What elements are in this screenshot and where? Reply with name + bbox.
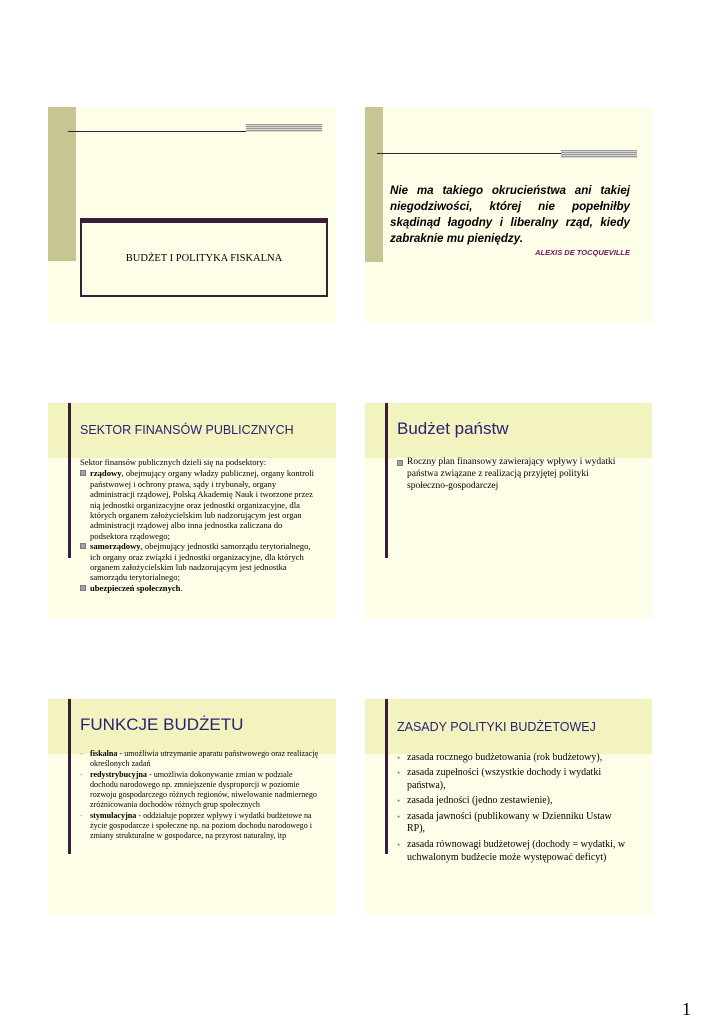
item-text: - umożliwia dokonywanie zmian w podziale dochodu narodowego np. zmniejszenie dysproporcji w poziomie rozwoju gospodarczego różnych regionów, niwelowanie nadmiernego zróżnicowania dochodów różnych grup społecznych — [90, 769, 317, 810]
slide-body — [80, 457, 322, 593]
bullet-list — [80, 468, 322, 593]
slide-accent-bar — [385, 699, 388, 854]
item-text: , obejmujący organy władzy publicznej, organy kontroli państwowej i ochrony prawa, sądy i trybunały, organy administracji rządowej, Polską Akademię Nauk i tworzone przez nią jednostki organizacyjne oraz jednostki organizacyjne, dla których organem założycielskim lub nadzorującym jest organ administracji rządowej albo inna jednostka zaliczana do podsektora rządowego; — [90, 468, 315, 541]
item-text: - oddziałuje poprzez wpływy i wydatki budżetowe na życie gospodarcze i społeczne np. na poziom dochodu narodowego i zmiany strukturalne w gospodarce, na przyrost naturalny, itp — [90, 810, 313, 841]
slide-funkcje — [48, 699, 336, 915]
square-bullet-icon — [80, 470, 86, 476]
list-item — [80, 770, 322, 811]
bullet-list — [397, 752, 630, 864]
list-item — [397, 811, 630, 837]
slide-accent-bar — [68, 403, 71, 558]
list-item — [80, 583, 322, 593]
intro-text: Sektor finansów publicznych dzieli się na podsektory: — [80, 457, 267, 467]
square-bullet-icon — [80, 543, 86, 549]
list-item — [80, 749, 322, 770]
list-item — [80, 541, 322, 583]
square-bullet-icon — [80, 585, 86, 591]
slide-accent-bar — [68, 699, 71, 854]
dash-bullet-icon: - — [80, 749, 83, 758]
item-text: zasada rocznego budżetowania (rok budżetowy), — [407, 752, 603, 763]
dot-bullet-icon: • — [397, 796, 401, 807]
slide-heading: ZASADY POLITYKI BUDŻETOWEJ — [397, 720, 596, 734]
item-text: , obejmujący jednostki samorządu terytorialnego, ich organy oraz związki i jednostki organizacyjne, dla których organem założycielskim lub nadzorującym jest jednostka samorządu terytorialnego; — [90, 541, 311, 583]
slide-body — [397, 457, 630, 492]
item-term: samorządowy — [90, 541, 141, 552]
item-term: fiskalna — [90, 749, 118, 758]
list-item — [80, 468, 322, 541]
dash-bullet-icon: - — [80, 769, 83, 779]
list-item — [80, 811, 322, 842]
slide-sektor — [48, 403, 336, 619]
slide-accent-bar — [385, 403, 388, 558]
list-item — [397, 767, 630, 793]
item-text: . — [180, 582, 183, 593]
dot-bullet-icon: • — [397, 839, 401, 850]
decorative-stripes — [246, 124, 322, 132]
list-item — [397, 752, 630, 765]
square-bullet-icon — [397, 460, 403, 466]
bullet-list — [397, 457, 630, 492]
decorative-stripes — [561, 150, 637, 158]
slide-body — [80, 749, 322, 842]
dot-bullet-icon: • — [397, 811, 401, 822]
item-text: zasada jedności (jedno zestawienie), — [407, 795, 553, 807]
item-text: - umożliwia utrzymanie aparatu państwowego oraz realizację określonych zadań — [90, 749, 319, 769]
slide-body — [397, 752, 630, 867]
page-number: 1 — [682, 999, 691, 1019]
item-term: rządowy — [90, 468, 122, 479]
slide-heading: FUNKCJE BUDŻETU — [80, 715, 244, 734]
quote-text: Nie ma takiego okrucieństwa ani takiej niegodziwości, której nie popełniłby skądinąd łagodny i liberalny rząd, kiedy zabraknie mu pieniędzy. — [390, 184, 630, 245]
slide-quote — [365, 107, 652, 323]
list-item — [397, 457, 630, 492]
dot-bullet-icon: • — [397, 768, 401, 779]
list-item — [397, 839, 630, 865]
item-text: zasada jawności (publikowany w Dzienniku Ustaw RP), — [407, 810, 612, 835]
list-item — [397, 795, 630, 808]
item-text: Roczny plan finansowy zawierający wpływy i wydatki państwa związane z realizacją przyjętej polityki społeczno-gospodarczej — [407, 457, 616, 491]
item-text: zasada równowagi budżetowej (dochody = wydatki, w uchwalonym budżecie może występować deficyt) — [407, 838, 626, 863]
item-text: zasada zupełności (wszystkie dochody i wydatki państwa), — [407, 767, 602, 792]
item-term: ubezpieczeń społecznych — [90, 582, 181, 593]
bullet-list — [80, 749, 322, 842]
dot-bullet-icon: • — [397, 753, 401, 763]
slide-title — [48, 107, 336, 323]
slide-heading: SEKTOR FINANSÓW PUBLICZNYCH — [80, 423, 294, 437]
slide-budzet — [365, 403, 652, 619]
slide-title-text: BUDŻET I POLITYKA FISKALNA — [125, 253, 283, 264]
slide-sidebar — [365, 107, 383, 262]
quote-author: ALEXIS DE TOCQUEVILLE — [535, 248, 630, 257]
slide-heading: Budżet państw — [397, 419, 509, 438]
item-term: redystrybucyjna — [90, 769, 147, 779]
slide-zasady — [365, 699, 652, 915]
dash-bullet-icon: - — [80, 810, 83, 820]
item-term: stymulacyjna — [90, 810, 137, 820]
title-box — [80, 218, 328, 297]
